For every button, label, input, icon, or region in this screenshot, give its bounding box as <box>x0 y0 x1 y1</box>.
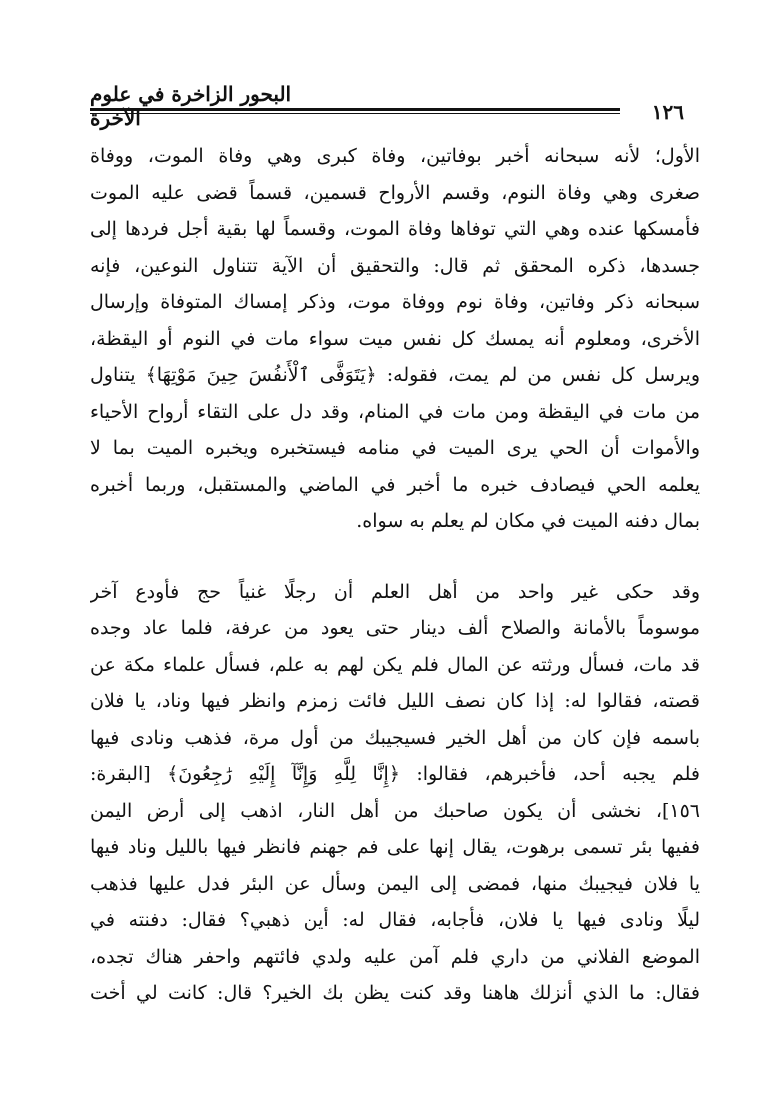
page-body <box>90 138 700 1012</box>
text-line: جسدها، ذكره المحقق ثم قال: والتحقيق أن الآية تتناول النوعين، فإنه <box>90 254 700 277</box>
text-line: موسوماً بالأمانة والصلاح ألف دينار حتى يعود من عرفة، فلما عاد وجده <box>90 617 700 639</box>
text-line: الموضع الفلاني من داري فلم آمن عليه ولدي فائتهم واحفر هناك تجده، <box>90 945 700 968</box>
text-line: والأموات أن الحي يرى الميت في منامه فيستخبره ويخبره الميت بما لا <box>90 437 700 459</box>
text-line: بمال دفنه الميت في مكان لم يعلم به سواه. <box>356 510 700 532</box>
text-line: ليلًا ونادى فيها يا فلان، فأجابه، فقال له: أين ذهبي؟ فقال: دفنته في <box>90 909 700 931</box>
paragraph-2 <box>90 574 700 1012</box>
header-rule <box>90 108 620 114</box>
text-line: صغرى وهي وفاة النوم، وقسم الأرواح قسمين، قسماً قضى عليه الموت <box>90 181 700 204</box>
text-line: قد مات، فسأل ورثته عن المال فلم يكن لهم به علم، فسأل علماء مكة عن <box>90 653 700 676</box>
text-line: الأول؛ لأنه سبحانه أخبر بوفاتين، وفاة كبرى وهي وفاة الموت، ووفاة <box>90 145 700 167</box>
text-line: باسمه فإن كان من أهل الخير فسيجيبك من أول مرة، فذهب ونادى فيها <box>90 726 700 749</box>
text-line: ففيها بئر تسمى برهوت، يقال إنها على فم جهنم فانظر فيها بالليل وناد فيها <box>90 836 700 858</box>
text-line: من مات في اليقظة ومن مات في المنام، وقد دل على التقاء أرواح الأحياء <box>90 400 700 423</box>
running-head-title: البحور الزاخرة في علوم الآخرة <box>90 82 292 130</box>
text-line: ويرسل كل نفس من لم يمت، فقوله: ﴿يَتَوَفَّى ٱلْأَنفُسَ حِينَ مَوْتِهَا﴾ يتناول <box>90 364 700 386</box>
page-number: ١٢٦ <box>651 100 684 124</box>
paragraph-1 <box>90 138 700 540</box>
text-line: ١٥٦]، نخشى أن يكون صاحبك من أهل النار، اذهب إلى أرض اليمن <box>90 799 700 822</box>
text-line: وقد حكى غير واحد من أهل العلم أن رجلًا غنياً حج فأودع آخر <box>90 580 700 603</box>
text-line: يعلمه الحي فيصادف خبره ما أخبر في الماضي والمستقبل، وربما أخبره <box>90 473 700 496</box>
text-line: فلم يجبه أحد، فأخبرهم، فقالوا: ﴿إِنَّا لِلَّهِ وَإِنَّآ إِلَيْهِ رَٰجِعُونَ﴾ [البقرة: <box>90 763 700 785</box>
text-line: سبحانه ذكر وفاتين، وفاة نوم ووفاة موت، وذكر إمساك المتوفاة وإرسال <box>90 291 700 313</box>
page-header <box>90 82 700 132</box>
text-line: فقال: ما الذي أنزلك هاهنا وقد كنت يظن بك الخير؟ قال: كانت لي أخت <box>90 982 700 1004</box>
text-line: قصته، فقالوا له: إذا كان نصف الليل فائت زمزم وانظر فيها وناد، يا فلان <box>90 690 700 712</box>
text-line: فأمسكها عنده وهي التي توفاها وفاة الموت، وقسماً لها بقية أجل فردها إلى <box>90 218 700 240</box>
text-line: الأخرى، ومعلوم أنه يمسك كل نفس ميت سواء مات في النوم أو اليقظة، <box>90 327 700 350</box>
text-line: يا فلان فيجيبك منها، فمضى إلى اليمن وسأل عن البئر فدل عليها فذهب <box>90 872 700 895</box>
